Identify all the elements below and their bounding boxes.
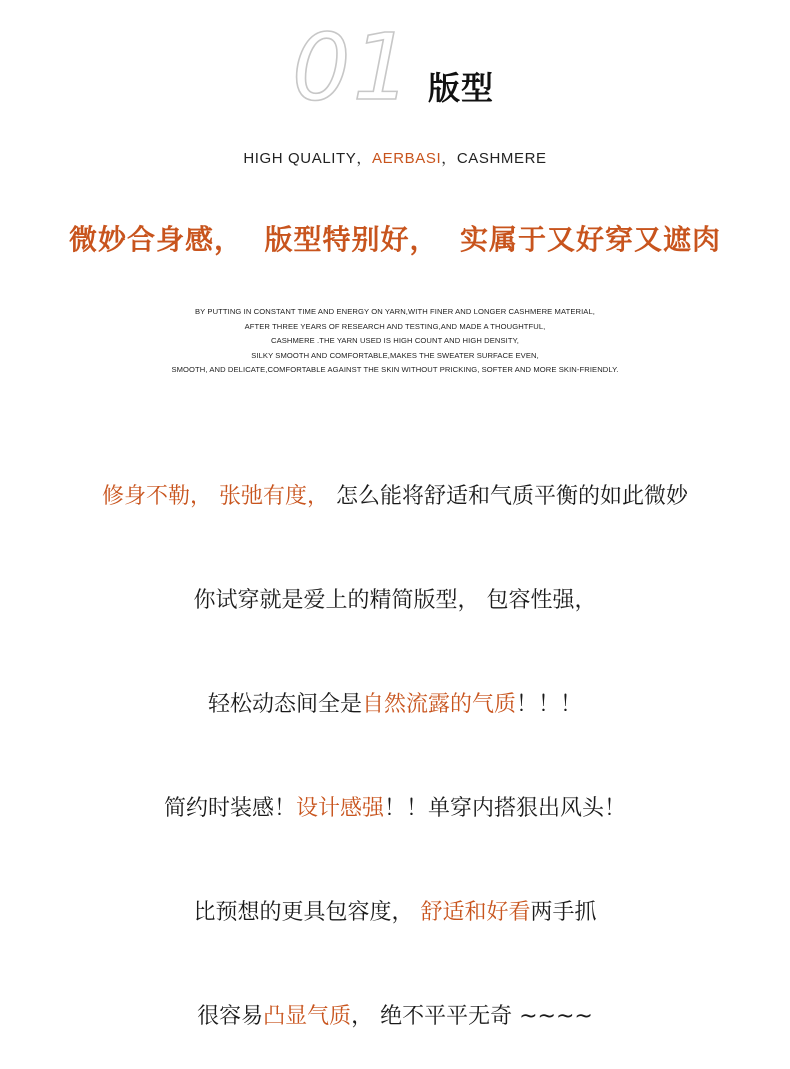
body-line-3-pre: 轻松动态间全是 (207, 692, 362, 717)
body-line-6-highlight: 凸显气质 (263, 1004, 352, 1029)
section-header (0, 14, 790, 121)
body-line-4-highlight: 设计感强 (295, 796, 384, 821)
body-line-4-post: ！！单穿内搭狠出风头！ (384, 796, 627, 821)
fine-print-line: CASHMERE .THE YARN USED IS HIGH COUNT AND HIGH DENSITY, (271, 336, 519, 346)
body-line-2 (0, 574, 790, 628)
body-line-6-post: ， 绝不平平无奇 ~~~~ (351, 1004, 593, 1029)
body-line-6-pre: 很容易 (197, 1004, 264, 1029)
body-line-1 (0, 470, 790, 524)
body-line-4 (0, 782, 790, 836)
headline: 微妙合身感， 版型特别好， 实属于又好穿又遮肉 (69, 223, 721, 256)
body-line-5-highlight: 舒适和好看 (420, 900, 531, 925)
fine-print (0, 305, 790, 378)
fine-print-line: BY PUTTING IN CONSTANT TIME AND ENERGY ON YARN,WITH FINER AND LONGER CASHMERE MATERIAL, (195, 307, 595, 316)
section-number: 01 (292, 14, 414, 121)
fine-print-line: SMOOTH, AND DELICATE,COMFORTABLE AGAINST THE SKIN WITHOUT PRICKING, SOFTER AND MORE SKIN-FRIENDLY. (171, 365, 619, 375)
body-line-5-post: 两手抓 (530, 900, 597, 925)
body-line-5 (0, 886, 790, 940)
fine-print-line: AFTER THREE YEARS OF RESEARCH AND TESTING,AND MADE A THOUGHTFUL, (244, 321, 546, 331)
subtitle-part2: ，CASHMERE (441, 150, 547, 167)
fine-print-line: SILKY SMOOTH AND COMFORTABLE,MAKES THE SWEATER SURFACE EVEN, (251, 350, 539, 360)
body-line-3-post: ！！！ (516, 692, 583, 717)
body-line-1-rest: 怎么能将舒适和气质平衡的如此微妙 (329, 484, 688, 509)
body-copy (0, 420, 790, 1069)
body-line-3 (0, 678, 790, 732)
body-line-1-highlight: 修身不勒， 张弛有度， (102, 484, 329, 509)
body-line-6 (0, 990, 790, 1044)
subtitle (0, 147, 790, 168)
body-line-5-pre: 比预想的更具包容度， (193, 900, 421, 925)
section-title: 版型 (428, 69, 495, 107)
body-line-2-text: 你试穿就是爱上的精简版型， 包容性强， (193, 588, 597, 613)
body-line-4-pre: 简约时装感！ (163, 796, 296, 821)
body-line-3-highlight: 自然流露的气质 (361, 692, 516, 717)
subtitle-part1: HIGH QUALITY， (243, 150, 372, 167)
subtitle-brand: AERBASI (372, 150, 442, 167)
